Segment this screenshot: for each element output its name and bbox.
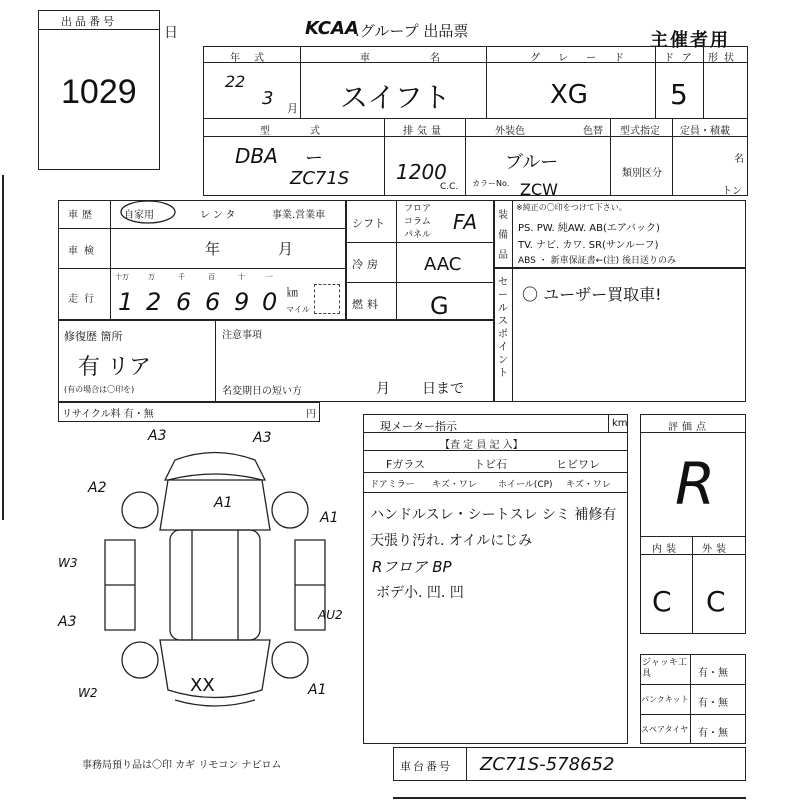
meter-label: 現メーター指示 [380,420,457,433]
color-label: 外装色 [495,126,525,137]
km-icon: ㎞ [287,286,298,299]
jack-label: ジャッキ工具 [642,658,687,679]
repair-value: 有 リア [78,355,151,380]
deadline-day-unit: 日まで [422,381,464,397]
door-value: 5 [670,78,688,111]
month-value: 3 [262,88,274,109]
recycle-label: リサイクル料 有・無 [62,409,154,420]
fuel-value: G [430,292,449,320]
mirror-options: キズ・ワレ [432,480,477,490]
capacity-label: 定員・積載 [680,126,730,137]
mileage-digit: 6 [176,288,192,316]
shift-floor[interactable]: フロア [404,204,432,214]
model-spec-label: 型式指定 [620,126,660,137]
model-prefix: DBA [235,144,278,168]
repair-note: (有の場合は〇印を) [64,385,135,394]
equipment-row-1: PS. PW. 純AW. AB(エアバック) [518,223,660,234]
color-no-label: カラーNo. [472,179,510,188]
damage-mark: W3 [58,556,78,570]
mileage-unit-10: 十 [238,273,245,281]
mileage-label: 走行 [68,294,100,305]
damage-mark: A3 [253,430,272,446]
chassis-label: 車台番号 [400,760,452,773]
damage-mark: W2 [78,686,98,700]
equipment-label: 装備品 [498,210,508,261]
model-value: ZC71S [290,168,350,189]
year-value: 22 [225,72,246,91]
damage-mark: A1 [308,682,327,698]
color-no-value: ZCW [520,180,558,199]
chassis-value: ZC71S-578652 [480,754,615,775]
spare-label: スペアタイヤ [641,725,689,734]
category-label: 類別区分 [622,168,662,179]
rating-value: R [675,450,716,518]
wheel-label: ホイール(CP) [498,480,553,490]
history-business[interactable]: 事業.営業車 [272,210,326,221]
history-private[interactable]: 自家用 [124,210,154,221]
mirror-label: ドアミラー [370,480,415,490]
damage-mark: A2 [88,480,107,496]
notice-label: 注意事項 [222,330,262,341]
shift-panel[interactable]: パネル [404,230,432,240]
damage-mark: XX [190,675,215,696]
name-label: 車名 [360,53,500,64]
damage-mark: A3 [58,614,77,630]
puncture-label: パンクキット [641,695,689,704]
wheel-options: キズ・ワレ [566,480,611,490]
mileage-digit: 0 [262,288,278,316]
jack-value[interactable]: 有・無 [698,668,728,679]
equipment-row-3: ABS ・ 新車保証書←(注) 後日送りのみ [518,256,677,266]
inspector-label: 【査 定 員 記 入】 [440,440,523,451]
inspection-note: ハンドルスレ・シートスレ シミ 補修有 [370,507,617,523]
damage-mark: A1 [214,495,233,511]
repaint-label: 色替 [583,126,603,137]
crack-label: ヒビワレ [556,458,600,471]
mileage-digit: 1 [118,288,134,316]
ac-value: AAC [424,254,462,275]
organizer-label: 主催者用 [650,30,730,51]
lot-number-box [38,10,160,170]
left-border [2,175,4,520]
repair-label: 修復歴 箇所 [64,330,123,343]
shape-label: 形状 [708,53,740,64]
lot-number-label: 出品番号 [61,15,117,28]
year-label: 年式 [230,53,278,64]
office-note: 事務局預り品は〇印 カギ リモコン ナビロム [82,760,282,771]
inspection-note: 天張り汚れ. オイルにじみ [370,533,533,549]
shaken-label: 車検 [68,246,100,257]
mileage-unit-1k: 千 [178,273,185,281]
meter-unit: km [612,418,628,429]
interior-label: 内装 [652,544,680,555]
mileage-digit: 6 [205,288,221,316]
damage-mark: A3 [148,428,167,444]
equipment-row-2: TV. ナビ. カワ. SR(サンルーフ) [518,240,659,251]
inspection-note: Rフロア BP [372,558,452,576]
f-glass-label: Fガラス [386,458,425,471]
sales-point-label: セールスポイント [498,277,508,379]
color-value: ブルー [505,152,559,173]
inspection-note: ボデ小. 凹. 凹 [376,585,464,601]
model-label: 型式 [260,126,360,137]
history-rental[interactable]: レンタ [200,210,239,221]
grade-value: XG [550,80,588,110]
side-char: 日 [164,25,178,41]
displacement-label: 排気量 [403,126,445,137]
fuel-label: 燃料 [352,298,382,311]
rating-label: 評価点 [668,422,710,433]
mileage-unit-10k: 万 [148,273,155,281]
mileage-unit-100k: 十万 [115,273,129,281]
cc-unit: C.C. [440,182,459,192]
mile-checkbox[interactable] [314,284,340,314]
mileage-digit: 2 [146,288,162,316]
mileage-digit: 9 [234,288,250,316]
damage-mark: A1 [320,510,339,526]
lot-number: 1029 [61,73,137,111]
grade-label: グレード [530,53,642,64]
sales-point-value: 〇 ユーザー買取車! [522,285,662,304]
model-dash: ー [305,148,323,169]
puncture-value[interactable]: 有・無 [698,698,728,709]
history-label: 車歴 [68,210,96,221]
vehicle-name: スイフト [340,81,451,114]
deadline-month-unit: 月 [376,381,390,397]
form-title: .グループ 出品票 [355,22,469,40]
exterior-label: 外装 [702,544,730,555]
ac-label: 冷房 [352,258,382,271]
capacity-unit: 名 [734,154,744,165]
history-circle-mark [118,198,178,226]
short-deadline-label: 名変期日の短い方 [222,386,302,397]
shaken-month-unit: 月 [278,240,294,258]
load-unit: トン [722,186,742,197]
equipment-note: ※純正の〇印をつけて下さい。 [516,203,627,212]
interior-value: C [652,585,672,618]
recycle-unit: 円 [306,409,316,420]
mileage-unit-100: 百 [208,273,215,281]
spare-value[interactable]: 有・無 [698,728,728,739]
stone-label: トビ石 [474,458,507,471]
exterior-value: C [706,585,726,618]
displacement-value: 1200 [396,160,447,184]
mileage-mile-unit: マイル [286,305,310,314]
damage-mark: AU2 [318,608,343,622]
month-unit: 月 [287,102,298,115]
shaken-year-unit: 年 [205,240,221,258]
shift-value: FA [453,210,478,234]
brand-logo: KCAA [305,18,359,39]
mileage-unit-1: 一 [266,273,273,281]
shift-column[interactable]: コラム [404,217,431,227]
door-label: ドア [664,53,700,64]
shift-label: シフト [352,217,385,230]
vehicle-info-box [203,46,748,196]
